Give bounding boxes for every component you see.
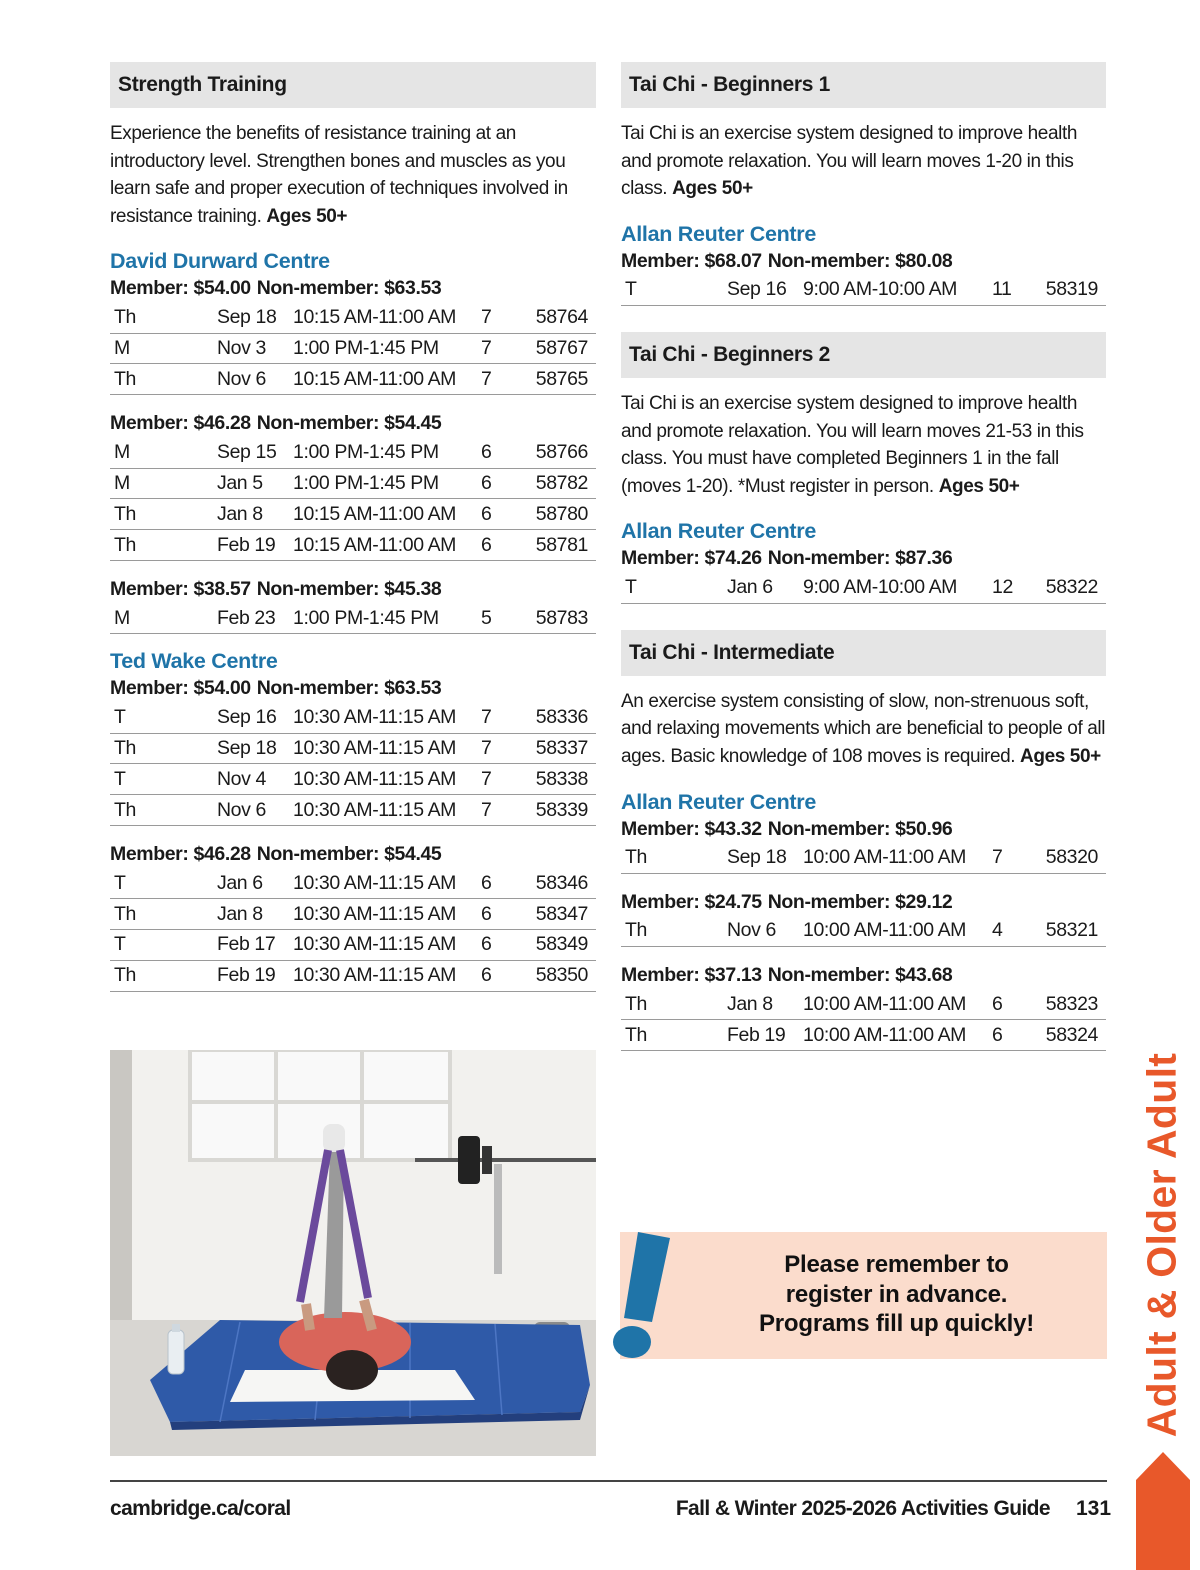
page-number: 131 xyxy=(1076,1497,1112,1520)
course-code-cell: 58336 xyxy=(527,702,596,733)
price-line xyxy=(621,544,1106,572)
time-cell: 10:30 AM-11:15 AM xyxy=(289,899,477,930)
section-title-tai-chi-intermediate: Tai Chi - Intermediate xyxy=(621,630,1106,676)
time-cell: 10:30 AM-11:15 AM xyxy=(289,960,477,991)
start-date-cell: Jan 8 xyxy=(213,499,289,530)
time-cell: 10:15 AM-11:00 AM xyxy=(289,302,477,333)
table-row xyxy=(110,499,596,530)
table-row xyxy=(621,843,1106,874)
course-code-cell: 58782 xyxy=(527,468,596,499)
table-row xyxy=(110,899,596,930)
table-row xyxy=(110,333,596,364)
sessions-cell: 6 xyxy=(477,930,527,961)
start-date-cell: Feb 19 xyxy=(213,960,289,991)
table-row xyxy=(621,572,1106,603)
time-cell: 1:00 PM-1:45 PM xyxy=(289,603,477,634)
section-description: Tai Chi is an exercise system designed to improve health and promote relaxation. You will learn moves 1-20 in this class. Ages 50+ xyxy=(621,123,1077,200)
sessions-cell: 4 xyxy=(988,916,1038,947)
sessions-cell: 7 xyxy=(477,702,527,733)
price-line xyxy=(110,840,596,868)
schedule-table xyxy=(110,437,596,561)
start-date-cell: Nov 4 xyxy=(213,764,289,795)
table-row xyxy=(621,275,1106,306)
course-code-cell: 58350 xyxy=(527,960,596,991)
start-date-cell: Sep 16 xyxy=(723,275,799,306)
reminder-line: Programs fill up quickly! xyxy=(758,1310,1035,1337)
non-member-price: Non-member: $54.45 xyxy=(256,842,442,865)
sessions-cell: 12 xyxy=(988,572,1038,603)
start-date-cell: Jan 5 xyxy=(213,468,289,499)
day-cell: M xyxy=(110,437,213,468)
member-price: Member: $74.26 xyxy=(621,547,762,570)
course-code-cell: 58320 xyxy=(1038,843,1106,874)
time-cell: 10:15 AM-11:00 AM xyxy=(289,364,477,395)
time-cell: 10:00 AM-11:00 AM xyxy=(799,843,988,874)
time-cell: 1:00 PM-1:45 PM xyxy=(289,437,477,468)
sessions-cell: 7 xyxy=(477,364,527,395)
location-name: David Durward Centre xyxy=(110,249,330,274)
left-column xyxy=(110,62,596,992)
price-line xyxy=(110,575,596,603)
time-cell: 10:00 AM-11:00 AM xyxy=(799,1020,988,1051)
day-cell: M xyxy=(110,603,213,634)
course-code-cell: 58783 xyxy=(527,603,596,634)
course-code-cell: 58765 xyxy=(527,364,596,395)
schedule-table xyxy=(621,916,1106,947)
sessions-cell: 6 xyxy=(477,499,527,530)
time-cell: 10:30 AM-11:15 AM xyxy=(289,930,477,961)
day-cell: M xyxy=(110,333,213,364)
schedule-table xyxy=(621,572,1106,603)
day-cell: Th xyxy=(110,899,213,930)
location-name: Allan Reuter Centre xyxy=(621,221,817,246)
course-code-cell: 58346 xyxy=(527,868,596,899)
non-member-price: Non-member: $29.12 xyxy=(767,890,953,913)
table-row xyxy=(110,302,596,333)
start-date-cell: Sep 16 xyxy=(213,702,289,733)
start-date-cell: Nov 6 xyxy=(213,795,289,826)
day-cell: Th xyxy=(110,302,213,333)
price-line xyxy=(110,409,596,437)
start-date-cell: Feb 23 xyxy=(213,603,289,634)
table-row xyxy=(621,989,1106,1020)
start-date-cell: Nov 3 xyxy=(213,333,289,364)
course-code-cell: 58338 xyxy=(527,764,596,795)
course-code-cell: 58319 xyxy=(1038,275,1106,306)
start-date-cell: Jan 8 xyxy=(213,899,289,930)
sessions-cell: 7 xyxy=(477,333,527,364)
non-member-price: Non-member: $50.96 xyxy=(767,817,953,840)
start-date-cell: Feb 17 xyxy=(213,930,289,961)
footer-divider xyxy=(110,1480,1107,1482)
time-cell: 10:30 AM-11:15 AM xyxy=(289,868,477,899)
day-cell: T xyxy=(110,764,213,795)
start-date-cell: Sep 15 xyxy=(213,437,289,468)
start-date-cell: Feb 19 xyxy=(723,1020,799,1051)
time-cell: 10:00 AM-11:00 AM xyxy=(799,989,988,1020)
sessions-cell: 6 xyxy=(477,868,527,899)
time-cell: 10:30 AM-11:15 AM xyxy=(289,795,477,826)
start-date-cell: Sep 18 xyxy=(723,843,799,874)
time-cell: 1:00 PM-1:45 PM xyxy=(289,468,477,499)
table-row xyxy=(110,930,596,961)
table-row xyxy=(110,437,596,468)
exclamation-icon xyxy=(604,1228,674,1360)
non-member-price: Non-member: $63.53 xyxy=(256,277,442,300)
sessions-cell: 7 xyxy=(477,733,527,764)
section-description: An exercise system consisting of slow, non-strenuous soft, and relaxing movements which are beneficial to people of all ages. Basic knowledge of 108 moves is required. Ages 50+ xyxy=(621,690,1106,767)
sessions-cell: 6 xyxy=(988,989,1038,1020)
course-code-cell: 58766 xyxy=(527,437,596,468)
table-row xyxy=(110,868,596,899)
schedule-table xyxy=(110,702,596,826)
sessions-cell: 5 xyxy=(477,603,527,634)
non-member-price: Non-member: $63.53 xyxy=(256,677,442,700)
sessions-cell: 7 xyxy=(477,795,527,826)
schedule-table xyxy=(110,868,596,992)
schedule-table xyxy=(621,275,1106,306)
start-date-cell: Sep 18 xyxy=(213,733,289,764)
table-row xyxy=(110,603,596,634)
footer-guide-title: Fall & Winter 2025-2026 Activities Guide xyxy=(675,1497,1050,1520)
time-cell: 10:30 AM-11:15 AM xyxy=(289,733,477,764)
exercise-photo xyxy=(110,1050,596,1456)
location-name: Allan Reuter Centre xyxy=(621,519,817,544)
section-side-tab-label: Adult & Older Adult xyxy=(1138,1052,1185,1438)
time-cell: 10:15 AM-11:00 AM xyxy=(289,530,477,561)
start-date-cell: Feb 19 xyxy=(213,530,289,561)
day-cell: M xyxy=(110,468,213,499)
schedule-table xyxy=(621,843,1106,874)
sessions-cell: 6 xyxy=(477,960,527,991)
day-cell: Th xyxy=(621,843,723,874)
day-cell: Th xyxy=(621,1020,723,1051)
time-cell: 10:15 AM-11:00 AM xyxy=(289,499,477,530)
day-cell: Th xyxy=(110,733,213,764)
non-member-price: Non-member: $43.68 xyxy=(767,964,953,987)
table-row xyxy=(110,764,596,795)
course-code-cell: 58337 xyxy=(527,733,596,764)
time-cell: 1:00 PM-1:45 PM xyxy=(289,333,477,364)
sessions-cell: 11 xyxy=(988,275,1038,306)
time-cell: 9:00 AM-10:00 AM xyxy=(799,572,988,603)
day-cell: Th xyxy=(110,364,213,395)
course-code-cell: 58324 xyxy=(1038,1020,1106,1051)
price-line xyxy=(621,961,1106,989)
day-cell: Th xyxy=(110,499,213,530)
course-code-cell: 58323 xyxy=(1038,989,1106,1020)
course-code-cell: 58767 xyxy=(527,333,596,364)
course-code-cell: 58349 xyxy=(527,930,596,961)
sessions-cell: 6 xyxy=(477,468,527,499)
table-row xyxy=(110,530,596,561)
time-cell: 10:00 AM-11:00 AM xyxy=(799,916,988,947)
day-cell: T xyxy=(110,930,213,961)
start-date-cell: Jan 6 xyxy=(213,868,289,899)
member-price: Member: $43.32 xyxy=(621,817,762,840)
section-title-tai-chi-beginners-1: Tai Chi - Beginners 1 xyxy=(621,62,1106,108)
table-row xyxy=(110,468,596,499)
section-title-strength-training: Strength Training xyxy=(110,62,596,108)
schedule-table xyxy=(621,989,1106,1051)
section-title-tai-chi-beginners-2: Tai Chi - Beginners 2 xyxy=(621,332,1106,378)
member-price: Member: $24.75 xyxy=(621,890,762,913)
course-code-cell: 58321 xyxy=(1038,916,1106,947)
course-code-cell: 58781 xyxy=(527,530,596,561)
sessions-cell: 7 xyxy=(477,302,527,333)
price-line xyxy=(110,674,596,702)
day-cell: T xyxy=(621,275,723,306)
course-code-cell: 58339 xyxy=(527,795,596,826)
member-price: Member: $37.13 xyxy=(621,964,762,987)
non-member-price: Non-member: $87.36 xyxy=(767,547,953,570)
start-date-cell: Sep 18 xyxy=(213,302,289,333)
table-row xyxy=(621,1020,1106,1051)
start-date-cell: Nov 6 xyxy=(723,916,799,947)
sessions-cell: 7 xyxy=(477,764,527,795)
day-cell: Th xyxy=(621,989,723,1020)
schedule-table xyxy=(110,603,596,634)
price-line xyxy=(621,815,1106,843)
register-reminder-text xyxy=(686,1250,1107,1339)
time-cell: 10:30 AM-11:15 AM xyxy=(289,702,477,733)
course-code-cell: 58764 xyxy=(527,302,596,333)
start-date-cell: Jan 6 xyxy=(723,572,799,603)
price-line xyxy=(110,274,596,302)
day-cell: Th xyxy=(621,916,723,947)
sessions-cell: 7 xyxy=(988,843,1038,874)
sessions-cell: 6 xyxy=(477,437,527,468)
right-column xyxy=(621,62,1106,1051)
day-cell: T xyxy=(110,702,213,733)
course-code-cell: 58347 xyxy=(527,899,596,930)
start-date-cell: Nov 6 xyxy=(213,364,289,395)
day-cell: Th xyxy=(110,530,213,561)
section-description: Tai Chi is an exercise system designed to improve health and promote relaxation. You will learn moves 21-53 in this class. You must have completed Beginners 1 in the fall (moves 1-20). *Must register in person. Ages 50+ xyxy=(621,393,1084,497)
table-row xyxy=(110,733,596,764)
member-price: Member: $46.28 xyxy=(110,842,251,865)
day-cell: T xyxy=(110,868,213,899)
course-code-cell: 58322 xyxy=(1038,572,1106,603)
course-code-cell: 58780 xyxy=(527,499,596,530)
reminder-line: register in advance. xyxy=(785,1280,1008,1308)
footer-website-link[interactable]: cambridge.ca/coral xyxy=(110,1497,291,1520)
member-price: Member: $68.07 xyxy=(621,249,762,272)
register-reminder-box xyxy=(620,1232,1107,1359)
member-price: Member: $38.57 xyxy=(110,577,251,600)
table-row xyxy=(110,960,596,991)
schedule-table xyxy=(110,302,596,395)
non-member-price: Non-member: $45.38 xyxy=(256,577,442,600)
section-description: Experience the benefits of resistance training at an introductory level. Strengthen bones and muscles as you learn safe and proper execution of techniques involved in resistance training. Ages 50+ xyxy=(110,123,568,227)
location-name: Ted Wake Centre xyxy=(110,649,278,674)
day-cell: Th xyxy=(110,960,213,991)
non-member-price: Non-member: $80.08 xyxy=(767,249,953,272)
member-price: Member: $54.00 xyxy=(110,277,251,300)
non-member-price: Non-member: $54.45 xyxy=(256,412,442,435)
location-name: Allan Reuter Centre xyxy=(621,789,817,814)
table-row xyxy=(621,916,1106,947)
day-cell: T xyxy=(621,572,723,603)
start-date-cell: Jan 8 xyxy=(723,989,799,1020)
table-row xyxy=(110,702,596,733)
day-cell: Th xyxy=(110,795,213,826)
price-line xyxy=(621,247,1106,275)
sessions-cell: 6 xyxy=(477,899,527,930)
table-row xyxy=(110,364,596,395)
price-line xyxy=(621,888,1106,916)
time-cell: 10:30 AM-11:15 AM xyxy=(289,764,477,795)
member-price: Member: $54.00 xyxy=(110,677,251,700)
time-cell: 9:00 AM-10:00 AM xyxy=(799,275,988,306)
reminder-line: Please remember to xyxy=(784,1251,1009,1278)
woman-stretching-illustration xyxy=(110,1050,596,1456)
sessions-cell: 6 xyxy=(477,530,527,561)
sessions-cell: 6 xyxy=(988,1020,1038,1051)
page-tab-corner-icon xyxy=(1136,1452,1190,1570)
table-row xyxy=(110,795,596,826)
member-price: Member: $46.28 xyxy=(110,412,251,435)
